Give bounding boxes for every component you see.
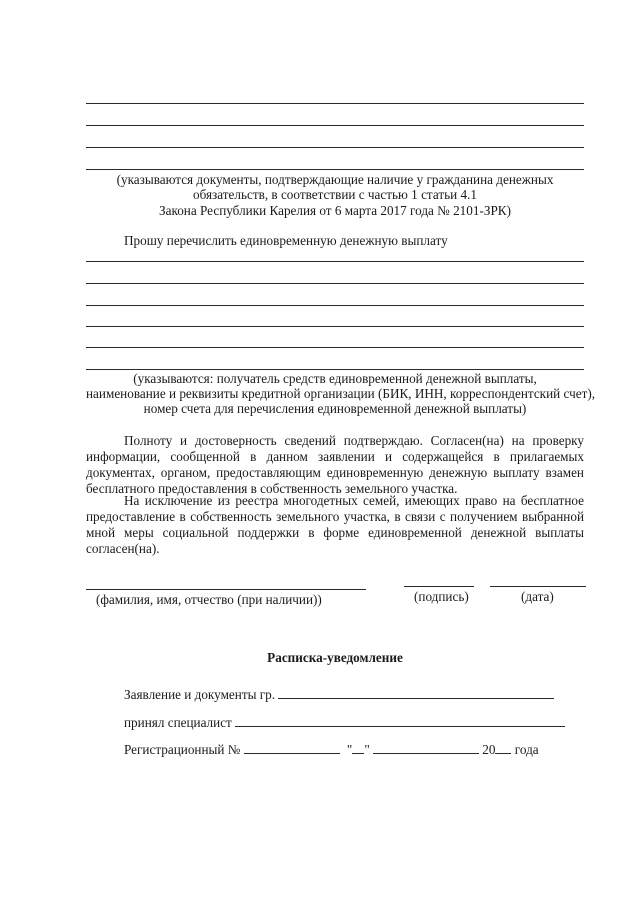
recipient-note-line2: наименование и реквизиты кредитной организации (БИК, ИНН, корреспондентский счет),	[86, 386, 596, 401]
name-signature-line[interactable]	[86, 589, 366, 590]
recipient-line-4[interactable]	[86, 326, 584, 327]
consent-paragraph	[86, 433, 584, 497]
documents-line-1[interactable]	[86, 103, 584, 104]
day-field[interactable]	[352, 742, 364, 754]
recipient-line-2[interactable]	[86, 283, 584, 284]
year-field[interactable]	[495, 742, 511, 754]
recipient-note-line1: (указываются: получатель средств единовременной денежной выплаты,	[133, 371, 537, 386]
applicant-name-field[interactable]	[278, 687, 554, 699]
specialist-field[interactable]	[235, 715, 565, 727]
recipient-line-5[interactable]	[86, 347, 584, 348]
docs-note-line3: Закона Республики Карелия от 6 марта 2017 года № 2101-ЗРК)	[159, 203, 511, 218]
request-text: Прошу перечислить единовременную денежную выплату	[124, 233, 448, 248]
recipient-line-1[interactable]	[86, 261, 584, 262]
year-suffix: года	[514, 742, 539, 757]
specialist-row	[124, 715, 565, 731]
receipt-title: Расписка-уведомление	[267, 650, 403, 665]
documents-line-2[interactable]	[86, 125, 584, 126]
specialist-label: принял специалист	[124, 715, 232, 730]
documents-line-4[interactable]	[86, 169, 584, 170]
exclusion-paragraph	[86, 493, 584, 557]
recipient-line-3[interactable]	[86, 305, 584, 306]
name-label: (фамилия, имя, отчество (при наличии))	[96, 592, 322, 607]
documents-from-row	[124, 687, 554, 703]
sign-label: (подпись)	[414, 589, 469, 604]
year-prefix: 20	[482, 742, 496, 757]
recipient-line-6[interactable]	[86, 369, 584, 370]
documents-line-3[interactable]	[86, 147, 584, 148]
consent-paragraph-text: Полноту и достоверность сведений подтверждаю. Согласен(на) на проверку информации, сообщенной в данном заявлении и содержащейся в прилагаемых документах, органом, предоставляющим единовременную денежную выплату взамен бесплатного предоставления в собственность земельного участка.	[86, 433, 584, 496]
docs-note-line2: обязательств, в соответствии с частью 1 статьи 4.1	[193, 187, 477, 202]
registration-number-field[interactable]	[244, 742, 340, 754]
documents-label: Заявление и документы гр.	[124, 687, 276, 702]
registration-label: Регистрационный №	[124, 742, 241, 757]
month-field[interactable]	[373, 742, 479, 754]
quote-close: "	[364, 742, 370, 757]
sign-line[interactable]	[404, 586, 474, 587]
exclusion-paragraph-text: На исключение из реестра многодетных семей, имеющих право на бесплатное предоставление в собственность земельного участка, в связи с получением выбранной мной меры социальной поддержки в форме единовременной денежной выплаты согласен(на).	[86, 493, 584, 556]
registration-row	[124, 742, 539, 758]
quote-open: "	[346, 742, 353, 757]
recipient-note-line3: номер счета для перечисления единовременной денежной выплаты)	[143, 401, 527, 416]
docs-note-line1: (указываются документы, подтверждающие наличие у гражданина денежных	[116, 172, 554, 187]
date-label: (дата)	[521, 589, 554, 604]
date-line[interactable]	[490, 586, 586, 587]
